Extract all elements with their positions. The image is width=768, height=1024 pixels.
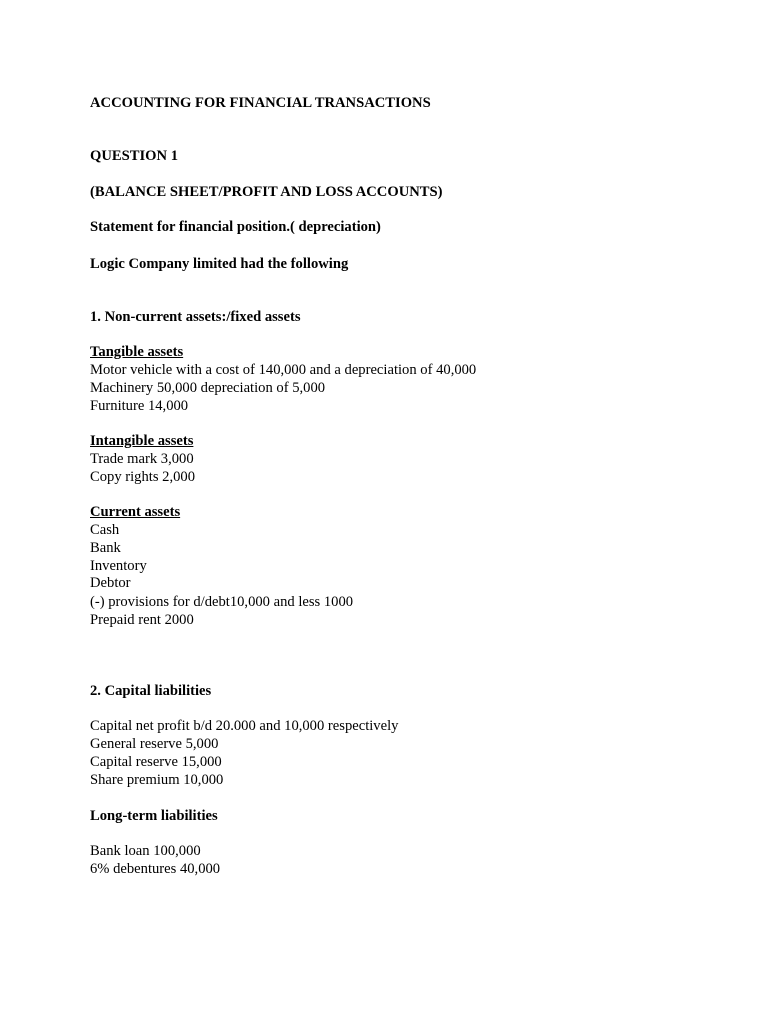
list-item: Share premium 10,000 xyxy=(90,772,224,788)
list-item: Inventory xyxy=(90,558,147,574)
list-item: Debtor xyxy=(90,575,131,591)
document-title: ACCOUNTING FOR FINANCIAL TRANSACTIONS xyxy=(90,95,431,111)
list-item: Cash xyxy=(90,522,120,538)
intro-text: Logic Company limited had the following xyxy=(90,256,349,272)
list-item: Machinery 50,000 depreciation of 5,000 xyxy=(90,380,326,396)
list-item: Bank loan 100,000 xyxy=(90,843,201,859)
list-item: (-) provisions for d/debt10,000 and less 1000 xyxy=(90,594,354,610)
longterm-heading: Long-term liabilities xyxy=(90,808,218,824)
question-heading: QUESTION 1 xyxy=(90,148,178,164)
section1-heading: 1. Non-current assets:/fixed assets xyxy=(90,309,301,325)
list-item: Bank xyxy=(90,540,121,556)
list-item: Motor vehicle with a cost of 140,000 and a depreciation of 40,000 xyxy=(90,362,477,378)
list-item: General reserve 5,000 xyxy=(90,736,219,752)
statement-heading: Statement for financial position.( depreciation) xyxy=(90,219,381,235)
list-item: Capital reserve 15,000 xyxy=(90,754,222,770)
list-item: 6% debentures 40,000 xyxy=(90,861,221,877)
list-item: Furniture 14,000 xyxy=(90,398,189,414)
section2-heading: 2. Capital liabilities xyxy=(90,683,212,699)
list-item: Capital net profit b/d 20.000 and 10,000 respectively xyxy=(90,718,399,734)
list-item: Prepaid rent 2000 xyxy=(90,612,194,628)
tangible-heading: Tangible assets xyxy=(90,344,184,360)
current-assets-heading: Current assets xyxy=(90,504,181,520)
intangible-heading: Intangible assets xyxy=(90,433,194,449)
list-item: Copy rights 2,000 xyxy=(90,469,195,485)
subtitle: (BALANCE SHEET/PROFIT AND LOSS ACCOUNTS) xyxy=(90,184,443,200)
list-item: Trade mark 3,000 xyxy=(90,451,194,467)
